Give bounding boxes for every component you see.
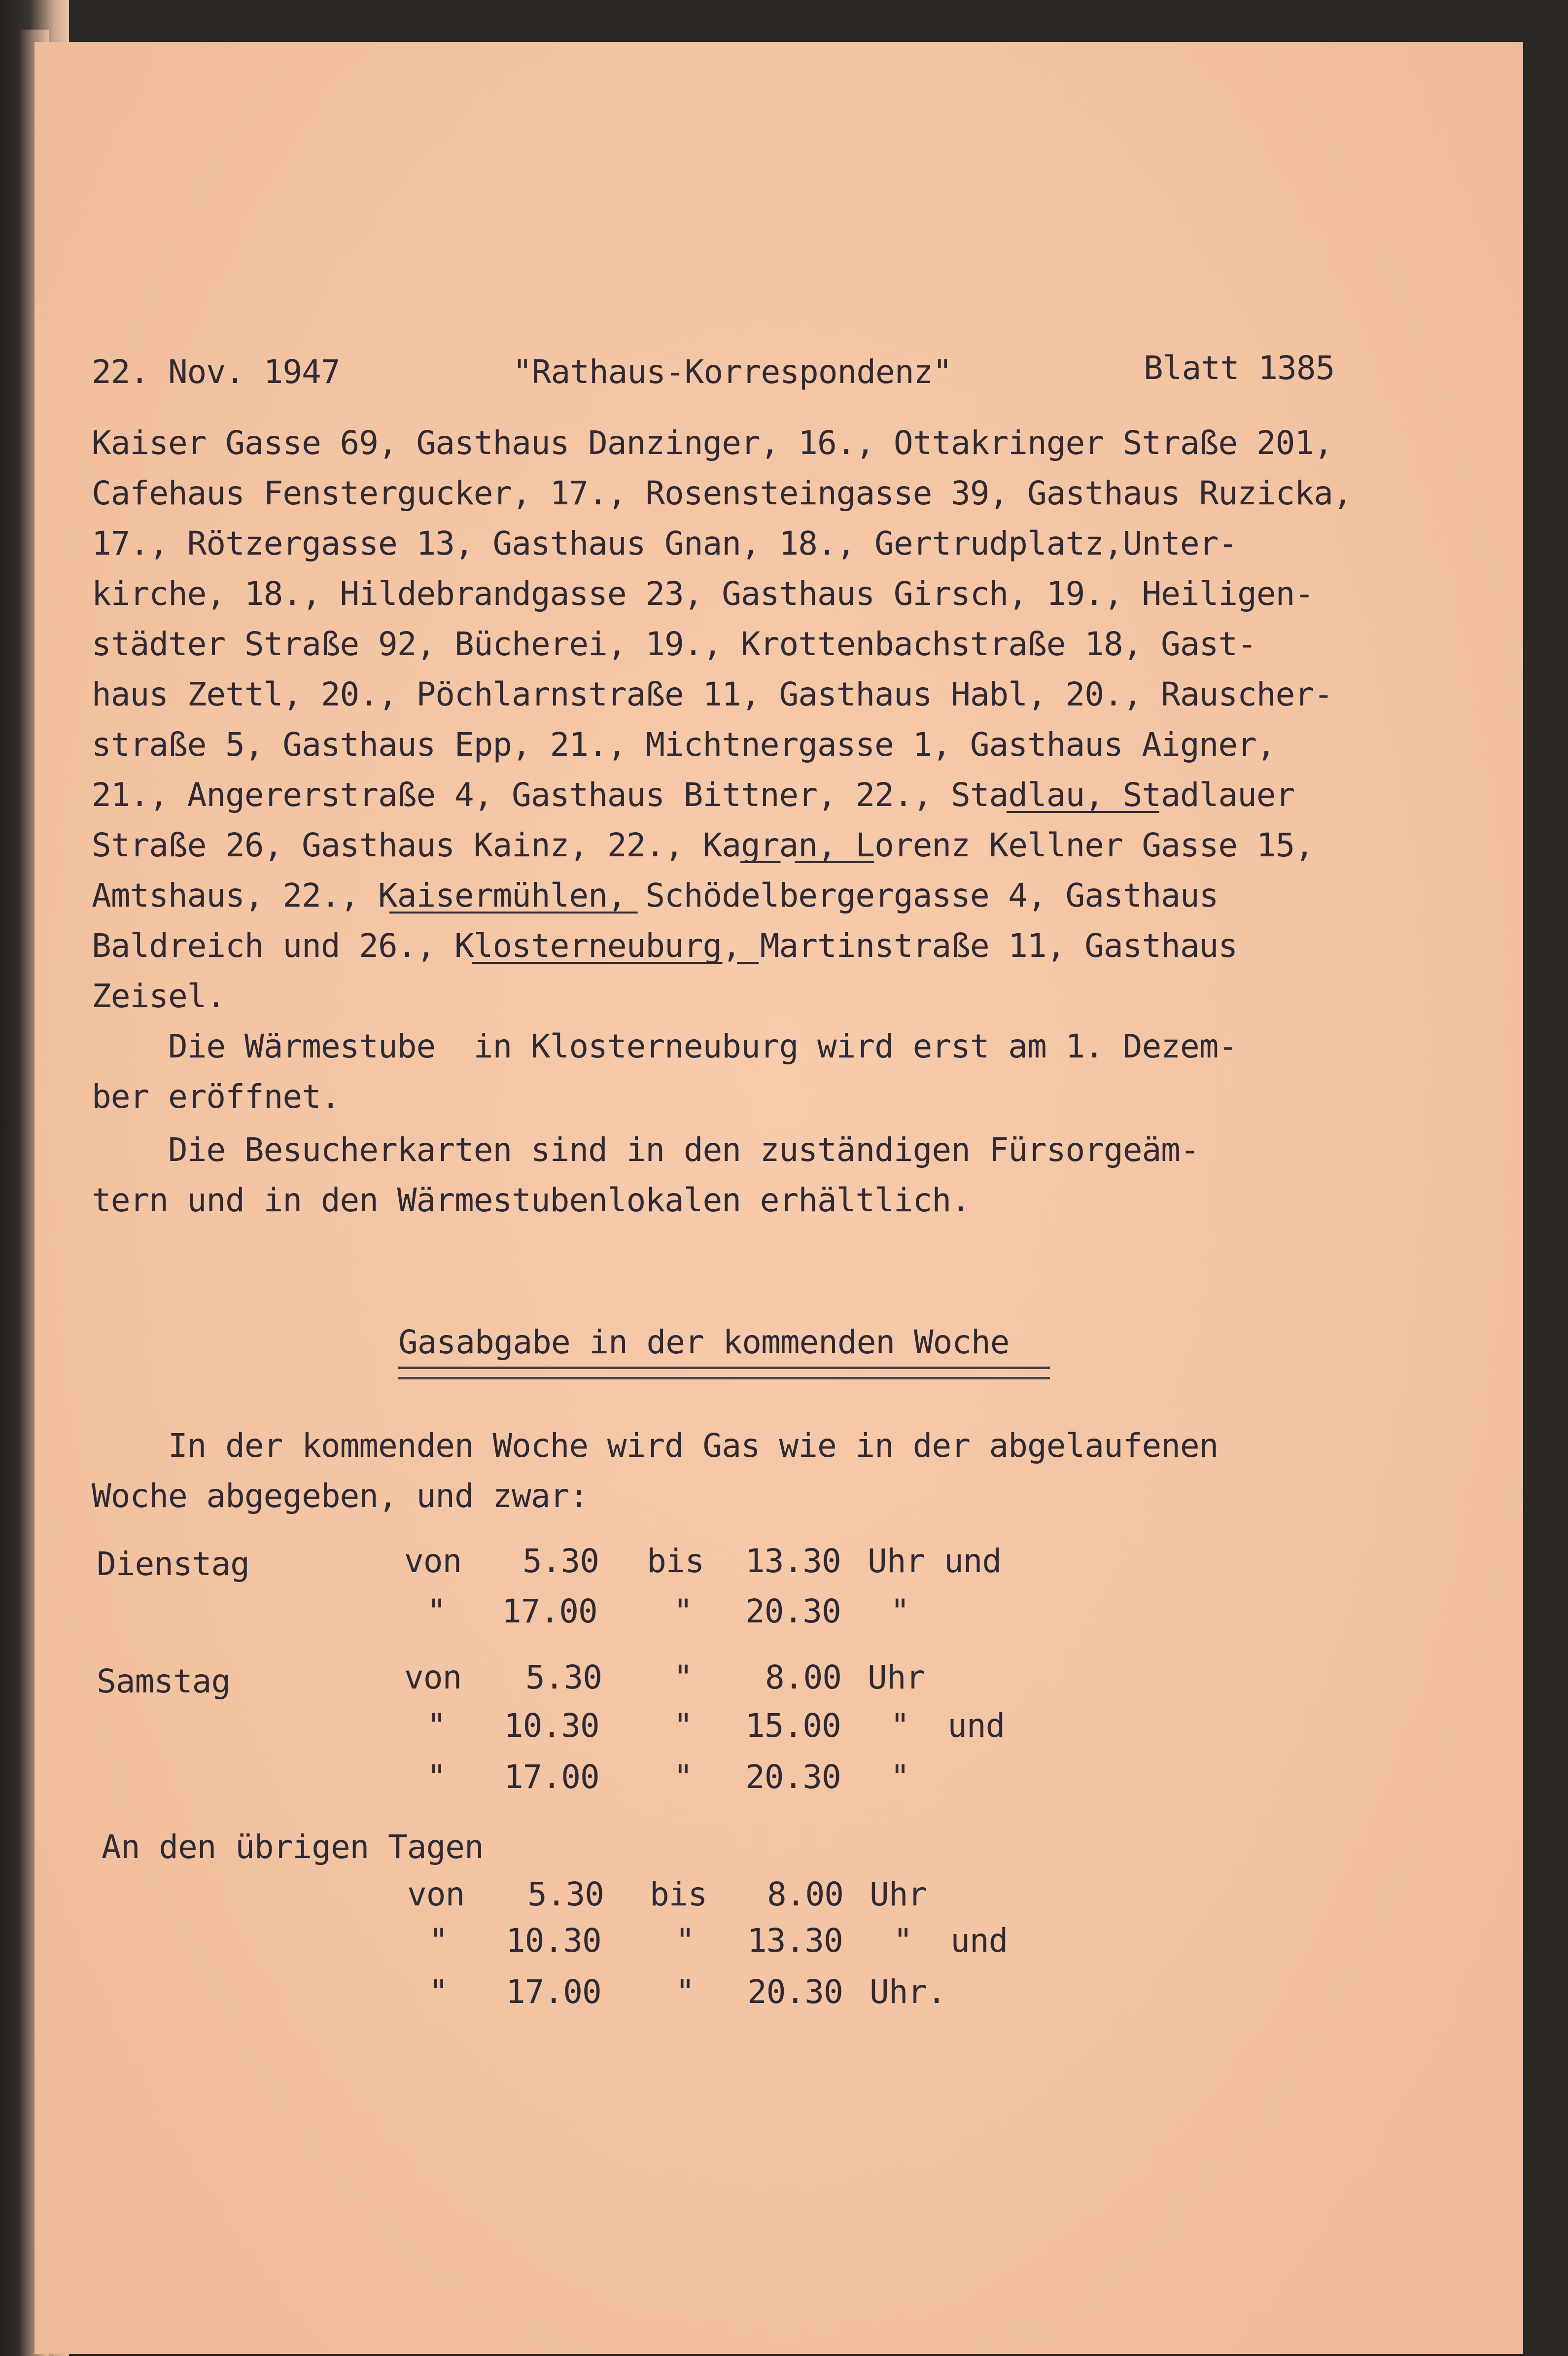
schedule-day-label: Samstag (97, 1662, 231, 1700)
schedule-cell: " (673, 1707, 693, 1745)
schedule-cell: " (675, 1973, 695, 2011)
schedule-cell: 20.30 (745, 1758, 841, 1796)
header-publication: "Rathaus-Korrespondenz" (513, 353, 952, 391)
schedule-cell: 5.30 (525, 1658, 602, 1696)
paragraph-line: städter Straße 92, Bücherei, 19., Krottenbachstraße 18, Gast- (92, 625, 1256, 663)
schedule-cell: " (427, 1707, 446, 1745)
header-sheet-number: Blatt 1385 (1144, 349, 1335, 387)
schedule-cell: 10.30 (504, 1707, 599, 1745)
schedule-cell: 20.30 (745, 1592, 841, 1630)
schedule-cell: " (673, 1592, 693, 1630)
schedule-cell: " (673, 1658, 693, 1696)
schedule-cell: 8.00 (767, 1875, 843, 1913)
schedule-cell: " (429, 1973, 448, 2011)
schedule-cell: 10.30 (506, 1922, 601, 1960)
paragraph-line: haus Zettl, 20., Pöchlarnstraße 11, Gasthaus Habl, 20., Rauscher- (92, 675, 1333, 713)
schedule-cell: " und (893, 1922, 1008, 1960)
paragraph-line: Baldreich und 26., Klosterneuburg, Martinstraße 11, Gasthaus (92, 927, 1238, 965)
underlined-klosterneuburg (472, 930, 759, 962)
paragraph-line: tern und in den Wärmestubenlokalen erhältlich. (92, 1181, 970, 1219)
underlined-kaisermuehlen (389, 879, 638, 912)
schedule-cell: " und (890, 1707, 1005, 1745)
schedule-cell: " (427, 1592, 446, 1630)
schedule-cell: 8.00 (765, 1658, 841, 1696)
schedule-cell: 17.00 (502, 1592, 597, 1630)
paragraph-line: straße 5, Gasthaus Epp, 21., Michtnergasse 1, Gasthaus Aigner, (92, 726, 1276, 764)
section-title-double-underline (398, 1367, 1050, 1379)
schedule-cell: 20.30 (747, 1973, 843, 2011)
underlined-stadlau (1007, 779, 1159, 811)
schedule-cell: " (890, 1592, 909, 1630)
schedule-cell: von (407, 1875, 465, 1913)
paragraph-line: Zeisel. (92, 977, 226, 1015)
intro-line: Woche abgegeben, und zwar: (92, 1477, 589, 1515)
paragraph-line: Cafehaus Fenstergucker, 17., Rosensteingasse 39, Gasthaus Ruzicka, (92, 474, 1352, 512)
paragraph-line: Amtshaus, 22., Kaisermühlen, Schödelbergergasse 4, Gasthaus (92, 877, 1219, 914)
schedule-day-label: An den übrigen Tagen (102, 1828, 484, 1866)
paragraph-line: Kaiser Gasse 69, Gasthaus Danzinger, 16., Ottakringer Straße 201, (92, 424, 1333, 462)
schedule-cell: von (404, 1542, 462, 1580)
paragraph-line: 21., Angererstraße 4, Gasthaus Bittner, 22., Stadlau, Stadlauer (92, 776, 1295, 814)
paragraph-line: Die Besucherkarten sind in den zuständigen Fürsorgeäm- (92, 1131, 1199, 1169)
schedule-day-label: Dienstag (97, 1545, 249, 1583)
schedule-cell: Uhr und (868, 1542, 1002, 1580)
schedule-cell: 13.30 (745, 1542, 841, 1580)
intro-line: In der kommenden Woche wird Gas wie in der abgelaufenen (92, 1427, 1219, 1465)
paragraph-line: Straße 26, Gasthaus Kainz, 22., Kagran, Lorenz Kellner Gasse 15, (92, 826, 1314, 864)
schedule-cell: 5.30 (527, 1875, 604, 1913)
header-date: 22. Nov. 1947 (92, 353, 340, 391)
schedule-cell: " (429, 1922, 448, 1960)
schedule-cell: 17.00 (504, 1758, 599, 1796)
schedule-cell: " (673, 1758, 693, 1796)
schedule-cell: bis (650, 1875, 707, 1913)
schedule-cell: Uhr. (870, 1973, 946, 2011)
paragraph-line: ber eröffnet. (92, 1078, 340, 1116)
paragraph-line: Die Wärmestube in Klosterneuburg wird erst am 1. Dezem- (92, 1027, 1238, 1065)
schedule-cell: " (890, 1758, 909, 1796)
schedule-cell: von (404, 1658, 462, 1696)
schedule-cell: bis (647, 1542, 704, 1580)
schedule-cell: 15.00 (745, 1707, 841, 1745)
schedule-cell: 17.00 (506, 1973, 601, 2011)
schedule-cell: Uhr (868, 1658, 925, 1696)
section-title: Gasabgabe in der kommenden Woche (398, 1323, 1010, 1361)
schedule-cell: " (427, 1758, 446, 1796)
schedule-cell: 5.30 (523, 1542, 599, 1580)
paragraph-line: 17., Rötzergasse 13, Gasthaus Gnan, 18., Gertrudplatz,Unter- (92, 525, 1238, 563)
schedule-cell: " (675, 1922, 695, 1960)
underlined-kagran (740, 829, 874, 862)
schedule-cell: 13.30 (747, 1922, 843, 1960)
schedule-cell: Uhr (870, 1875, 927, 1913)
paragraph-line: kirche, 18., Hildebrandgasse 23, Gasthaus Girsch, 19., Heiligen- (92, 575, 1314, 613)
